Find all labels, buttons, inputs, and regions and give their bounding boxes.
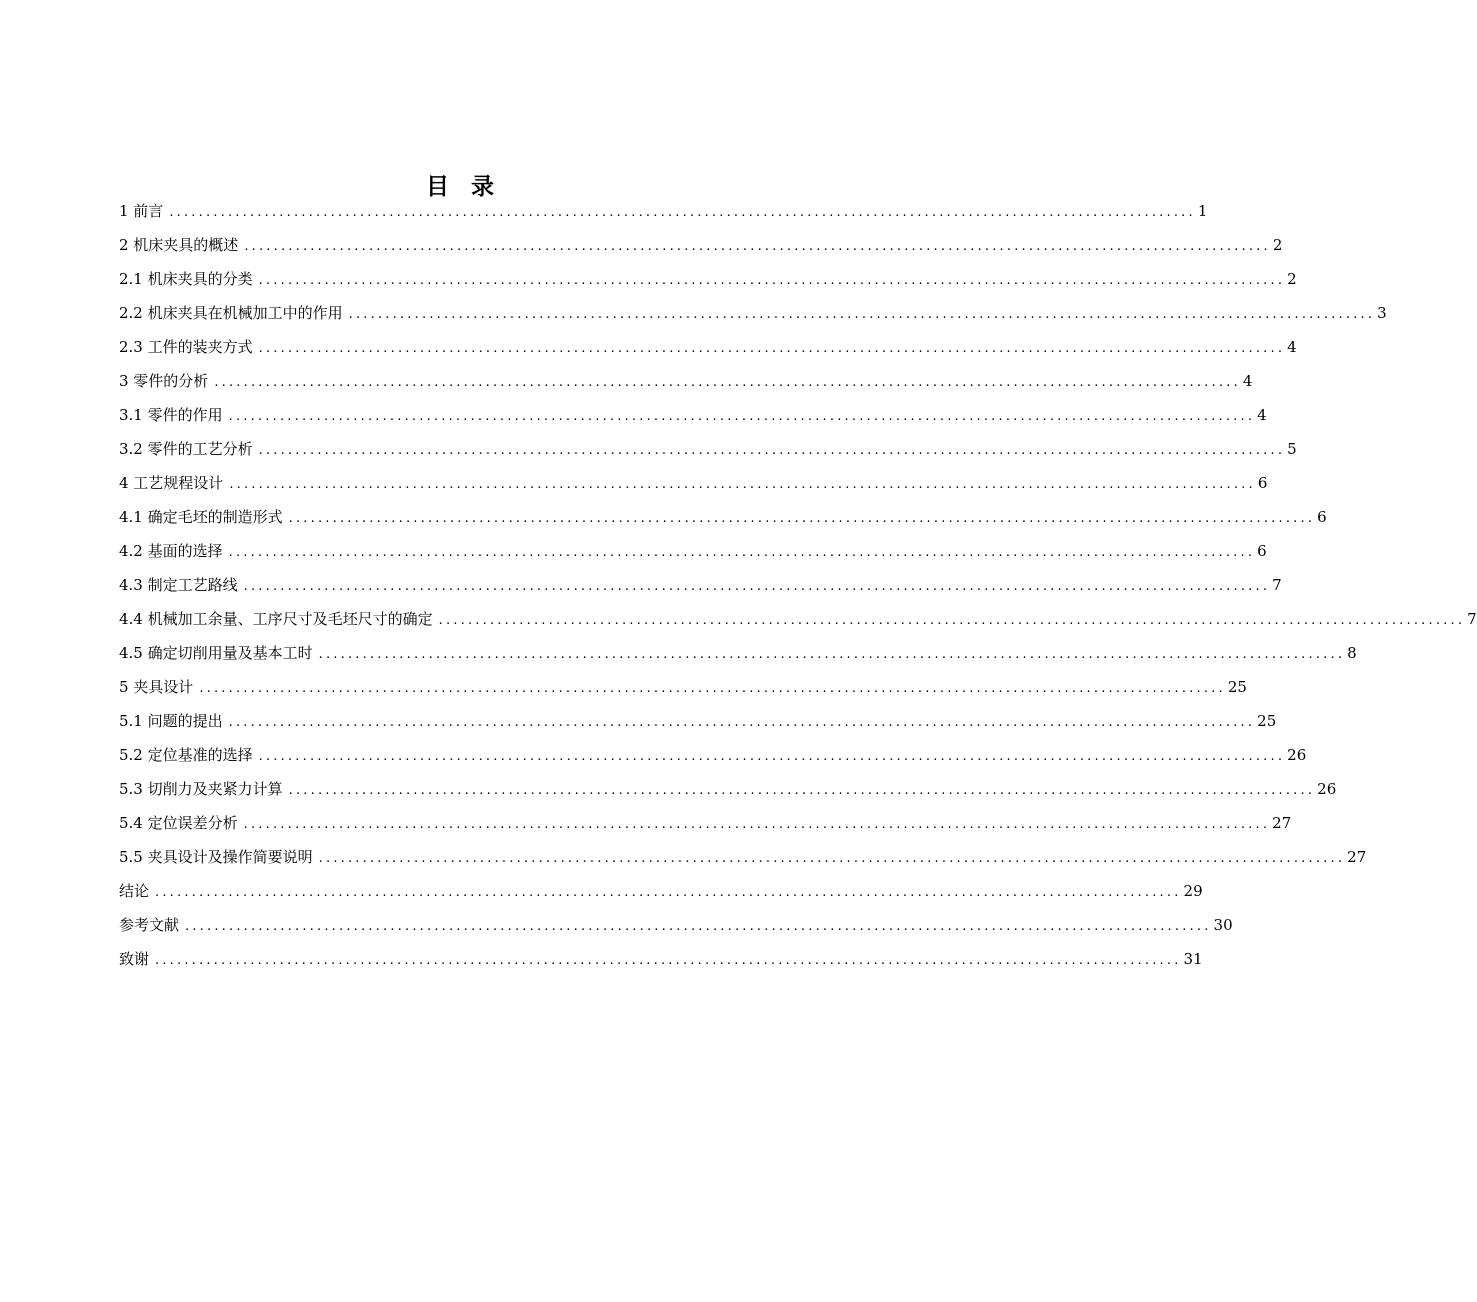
toc-entry-label: 4.3 制定工艺路线 <box>119 576 238 594</box>
toc-entry-leader: ............................................................................................................................................ <box>169 205 1196 220</box>
toc-entry-page-number: 1 <box>1197 202 1208 220</box>
toc-entry-leader: ............................................................................................................................................ <box>258 341 1286 356</box>
toc-entry-label: 5.1 问题的提出 <box>119 712 223 730</box>
toc-entry-label: 4.5 确定切削用量及基本工时 <box>119 644 313 662</box>
toc-entry-label: 2.3 工件的装夹方式 <box>119 338 253 356</box>
toc-entry[interactable] <box>119 636 1357 670</box>
toc-entry-label: 3 零件的分析 <box>119 372 209 390</box>
toc-entry[interactable] <box>119 398 1267 432</box>
toc-entry-leader: ............................................................................................................................................ <box>244 239 1271 254</box>
toc-entry-label: 5 夹具设计 <box>119 678 194 696</box>
toc-entry-page-number: 5 <box>1287 440 1297 458</box>
toc-entry-page-number: 8 <box>1347 644 1357 662</box>
toc-entry-leader: ............................................................................................................................................ <box>318 647 1346 662</box>
toc-entry-page-number: 2 <box>1272 236 1283 254</box>
toc-entry-page-number: 25 <box>1257 712 1277 730</box>
toc-entry-label: 5.2 定位基准的选择 <box>119 746 253 764</box>
toc-entry-label: 2.1 机床夹具的分类 <box>119 270 253 288</box>
toc-entry-page-number: 25 <box>1227 678 1247 696</box>
toc-entry-leader: ............................................................................................................................................ <box>214 375 1241 390</box>
toc-entry-label: 5.3 切削力及夹紧力计算 <box>119 780 283 798</box>
toc-entry-leader: ............................................................................................................................................ <box>228 715 1256 730</box>
toc-entry-leader: ............................................................................................................................................ <box>228 545 1256 560</box>
toc-entry-leader: ............................................................................................................................................ <box>258 273 1286 288</box>
toc-entry-label: 4.2 基面的选择 <box>119 542 223 560</box>
toc-entry[interactable] <box>119 840 1367 874</box>
toc-entry[interactable] <box>119 942 1203 976</box>
toc-list <box>119 194 1477 976</box>
toc-entry-leader: ............................................................................................................................................ <box>258 443 1286 458</box>
toc-entry-leader: ............................................................................................................................................ <box>243 817 1271 832</box>
toc-entry[interactable] <box>119 908 1233 942</box>
toc-entry-leader: ............................................................................................................................................ <box>318 851 1346 866</box>
toc-entry[interactable] <box>119 738 1307 772</box>
toc-entry-leader: ............................................................................................................................................ <box>199 681 1226 696</box>
toc-entry[interactable] <box>119 466 1268 500</box>
toc-entry-label: 3.2 零件的工艺分析 <box>119 440 253 458</box>
toc-entry[interactable] <box>119 602 1477 636</box>
toc-entry-page-number: 30 <box>1213 916 1233 934</box>
toc-entry-page-number: 6 <box>1257 542 1267 560</box>
toc-entry[interactable] <box>119 772 1337 806</box>
toc-entry[interactable] <box>119 364 1253 398</box>
toc-entry[interactable] <box>119 262 1297 296</box>
toc-entry-page-number: 31 <box>1183 950 1203 968</box>
toc-entry-leader: ............................................................................................................................................ <box>438 613 1466 628</box>
toc-entry-leader: ............................................................................................................................................ <box>185 919 1212 934</box>
toc-entry[interactable] <box>119 296 1387 330</box>
toc-entry-label: 参考文献 <box>119 916 180 934</box>
toc-entry[interactable] <box>119 330 1297 364</box>
toc-entry-leader: ............................................................................................................................................ <box>288 511 1316 526</box>
toc-entry-label: 4.1 确定毛坯的制造形式 <box>119 508 283 526</box>
toc-entry-page-number: 27 <box>1272 814 1292 832</box>
toc-entry-page-number: 3 <box>1377 304 1387 322</box>
toc-entry[interactable] <box>119 704 1277 738</box>
toc-title-char-1: 目 <box>426 173 449 201</box>
toc-entry[interactable] <box>119 534 1267 568</box>
toc-entry-leader: ............................................................................................................................................ <box>243 579 1271 594</box>
toc-title-char-2: 录 <box>471 173 494 201</box>
toc-entry-label: 3.1 零件的作用 <box>119 406 223 424</box>
toc-entry-leader: ............................................................................................................................................ <box>155 953 1182 968</box>
toc-entry-page-number: 27 <box>1347 848 1367 866</box>
toc-entry-page-number: 4 <box>1257 406 1267 424</box>
toc-entry[interactable] <box>119 194 1208 228</box>
toc-entry-label: 2.2 机床夹具在机械加工中的作用 <box>119 304 343 322</box>
toc-entry-leader: ............................................................................................................................................ <box>288 783 1316 798</box>
toc-entry-label: 4 工艺规程设计 <box>119 474 224 492</box>
toc-entry-label: 致谢 <box>119 950 150 968</box>
toc-entry-page-number: 7 <box>1467 610 1477 628</box>
toc-entry-label: 5.4 定位误差分析 <box>119 814 238 832</box>
toc-entry-label: 1 前言 <box>119 202 164 220</box>
toc-entry[interactable] <box>119 670 1247 704</box>
toc-entry-page-number: 6 <box>1257 474 1268 492</box>
toc-entry-label: 2 机床夹具的概述 <box>119 236 239 254</box>
toc-entry-label: 5.5 夹具设计及操作简要说明 <box>119 848 313 866</box>
toc-entry-page-number: 4 <box>1287 338 1297 356</box>
toc-entry-leader: ............................................................................................................................................ <box>155 885 1182 900</box>
toc-entry-label: 结论 <box>119 882 150 900</box>
toc-entry[interactable] <box>119 806 1292 840</box>
toc-entry-page-number: 2 <box>1287 270 1297 288</box>
toc-entry-page-number: 4 <box>1242 372 1253 390</box>
toc-entry-page-number: 29 <box>1183 882 1203 900</box>
toc-entry-leader: ............................................................................................................................................ <box>258 749 1286 764</box>
toc-entry-page-number: 6 <box>1317 508 1327 526</box>
toc-entry-page-number: 7 <box>1272 576 1282 594</box>
toc-entry-page-number: 26 <box>1287 746 1307 764</box>
toc-entry-label: 4.4 机械加工余量、工序尺寸及毛坯尺寸的确定 <box>119 610 433 628</box>
toc-entry-leader: ............................................................................................................................................ <box>228 409 1256 424</box>
toc-entry[interactable] <box>119 874 1203 908</box>
toc-entry-leader: ............................................................................................................................................ <box>229 477 1256 492</box>
toc-entry[interactable] <box>119 500 1327 534</box>
toc-entry[interactable] <box>119 568 1282 602</box>
toc-entry-page-number: 26 <box>1317 780 1337 798</box>
toc-entry[interactable] <box>119 228 1283 262</box>
toc-entry-leader: ............................................................................................................................................ <box>348 307 1376 322</box>
toc-entry[interactable] <box>119 432 1297 466</box>
